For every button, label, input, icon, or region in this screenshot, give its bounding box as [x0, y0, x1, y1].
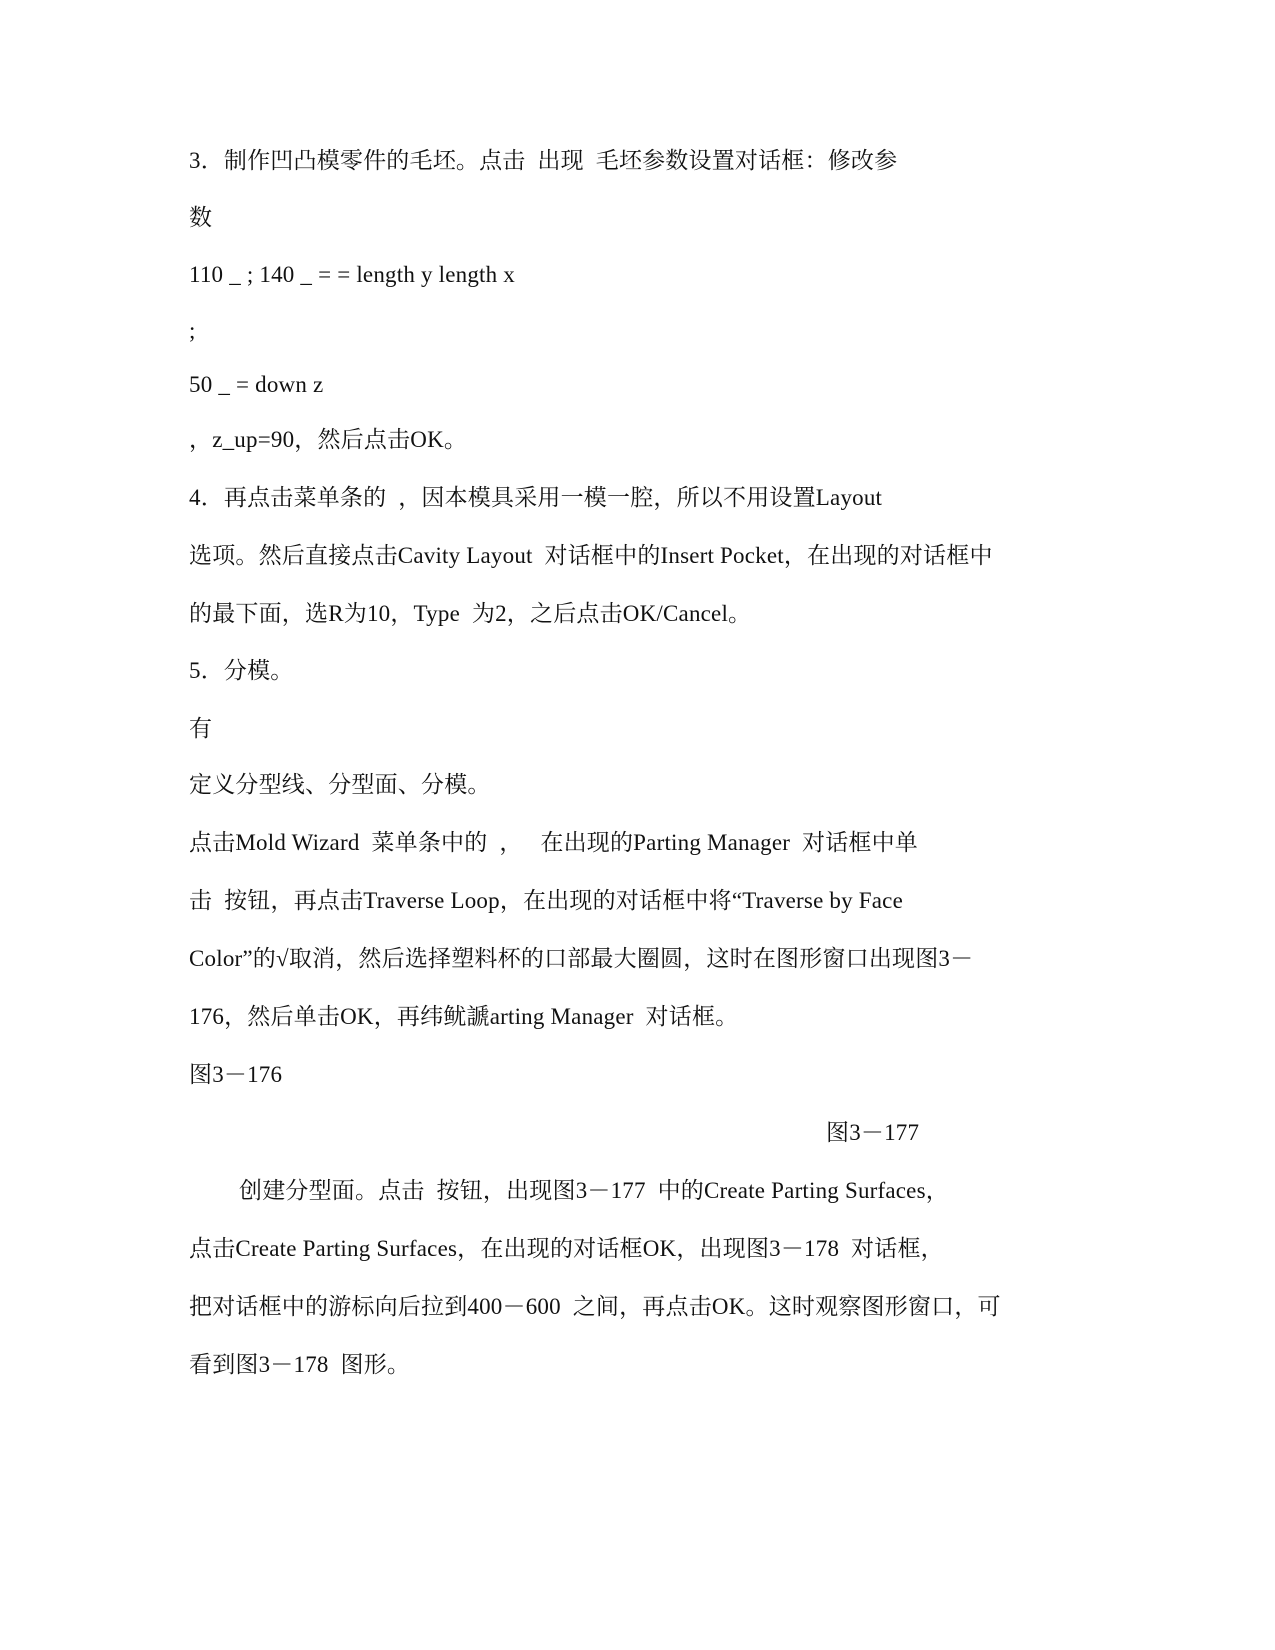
step-3-heading: 3．制作凹凸模零件的毛坯。点击 出现 毛坯参数设置对话框：修改参: [189, 148, 898, 173]
surface-line-2: 点击Create Parting Surfaces，在出现的对话框OK，出现图3－178 对话框，: [189, 1236, 944, 1261]
formula-zup: ，z_up=90，然后点击OK。: [189, 427, 468, 452]
formula-down: 50 _ = down z: [189, 372, 324, 397]
step-5-summary: 定义分型线、分型面、分模。: [189, 772, 491, 797]
parting-line-4: 176，然后单击OK，再纬鱿謕arting Manager 对话框。: [189, 1004, 739, 1029]
parting-line-3: Color”的√取消，然后选择塑料杯的口部最大圈圆，这时在图形窗口出现图3－: [189, 946, 974, 971]
step-3-continuation: 数: [189, 205, 213, 230]
parting-line-1: 点击Mold Wizard 菜单条中的 ， 在出现的Parting Manager 对话框中单: [189, 830, 919, 855]
figure-caption-176: 图3－176: [189, 1062, 283, 1087]
step-4-heading: 4．再点击菜单条的 ，因本模具采用一模一腔，所以不用设置Layout: [189, 485, 883, 510]
figure-caption-177: 图3－177: [826, 1120, 920, 1145]
surface-line-4: 看到图3－178 图形。: [189, 1352, 411, 1377]
formula-separator: ;: [189, 318, 196, 343]
surface-line-1: 创建分型面。点击 按钮，出现图3－177 中的Create Parting Surfaces，: [239, 1178, 949, 1203]
surface-line-3: 把对话框中的游标向后拉到400－600 之间，再点击OK。这时观察图形窗口，可: [189, 1294, 1001, 1319]
fragment-text: 有: [189, 716, 213, 741]
step-4-line-2: 选项。然后直接点击Cavity Layout 对话框中的Insert Pocket，在出现的对话框中: [189, 543, 993, 568]
formula-length: 110 _ ; 140 _ = = length y length x: [189, 262, 515, 287]
parting-line-2: 击 按钮，再点击Traverse Loop，在出现的对话框中将“Traverse by Face: [189, 888, 903, 913]
step-4-line-3: 的最下面，选R为10，Type 为2，之后点击OK/Cancel。: [189, 601, 752, 626]
step-5-heading: 5．分模。: [189, 658, 294, 683]
